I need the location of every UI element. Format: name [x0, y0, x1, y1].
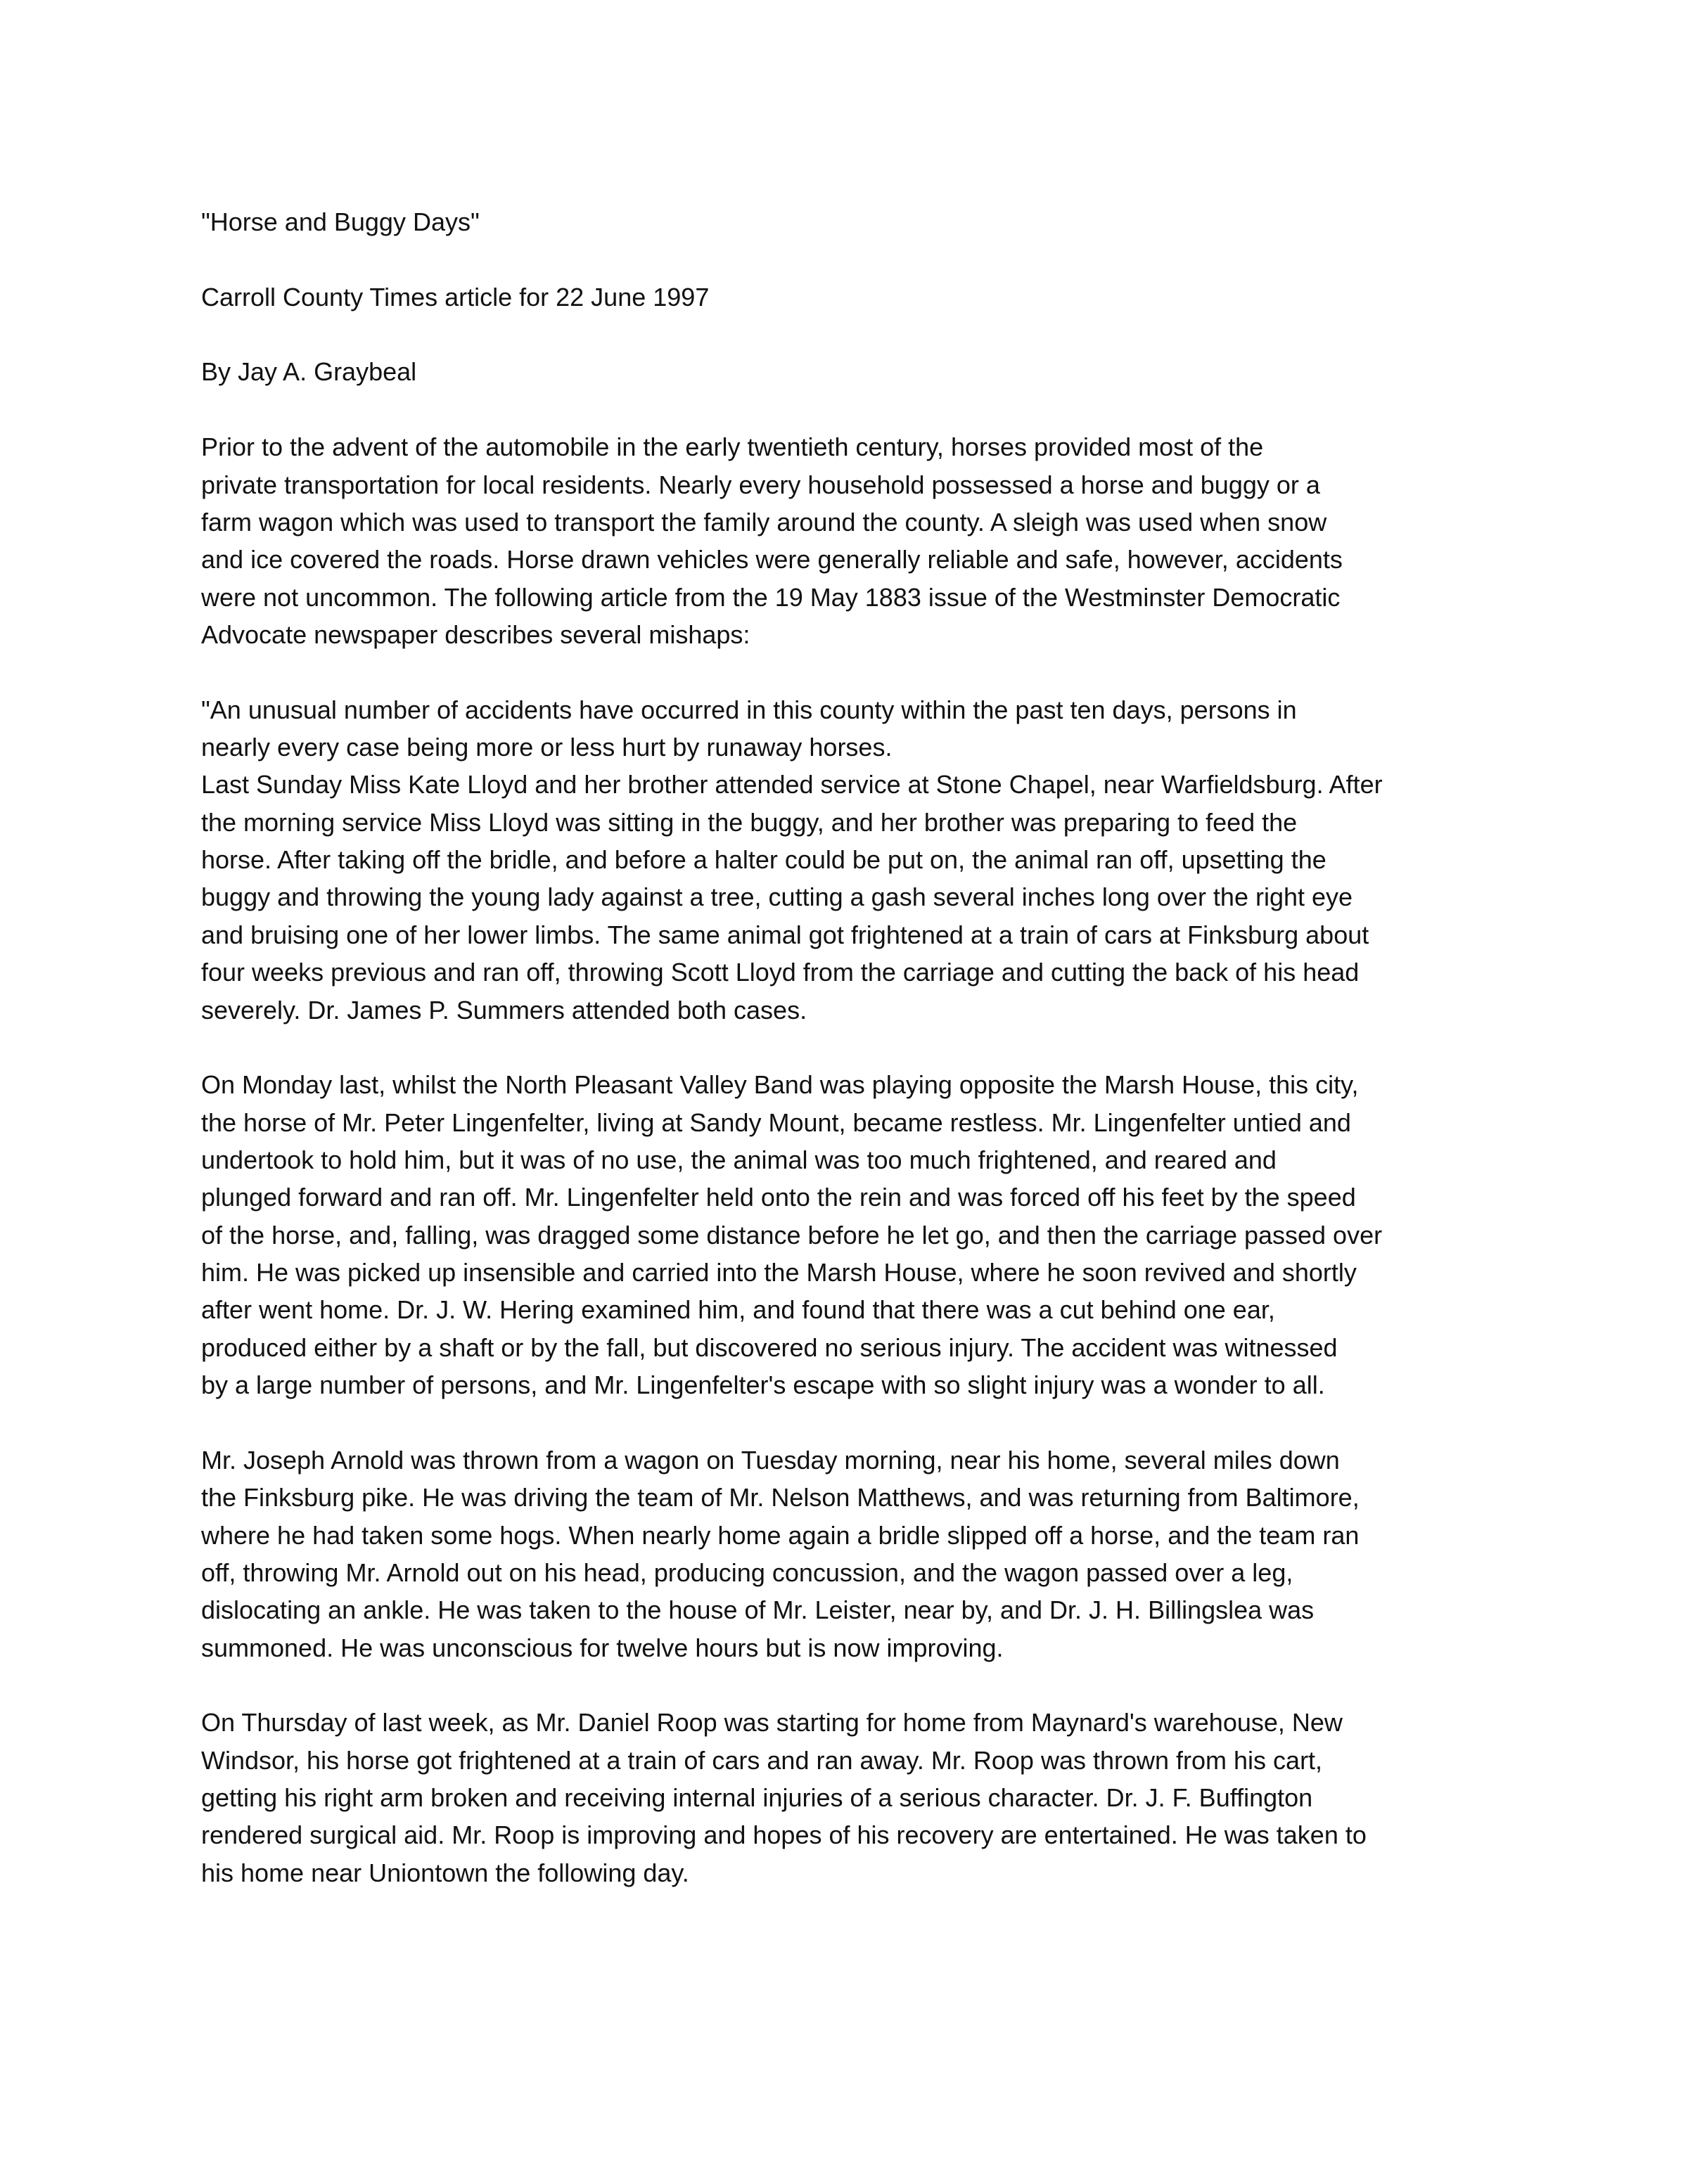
byline-text: By Jay A. Graybeal	[201, 357, 417, 387]
paragraph	[201, 1441, 1537, 1666]
paragraph-line: Mr. Joseph Arnold was thrown from a wagon on Tuesday morning, near his home, several miles down	[201, 1445, 1340, 1475]
paragraph-line: where he had taken some hogs. When nearly home again a bridle slipped off a horse, and the team ran	[201, 1520, 1360, 1550]
paragraph-line: buggy and throwing the young lady against a tree, cutting a gash several inches long over the right eye	[201, 882, 1353, 912]
paragraph-line: "An unusual number of accidents have occurred in this county within the past ten days, persons in	[201, 695, 1297, 724]
source-text: Carroll County Times article for 22 June 1997	[201, 282, 710, 311]
paragraph-line: produced either by a shaft or by the fall, but discovered no serious injury. The accident was witnessed	[201, 1332, 1338, 1362]
paragraph-line: of the horse, and, falling, was dragged some distance before he let go, and then the carriage passed over	[201, 1220, 1383, 1250]
article-byline	[201, 353, 1537, 390]
article-source	[201, 278, 1537, 316]
paragraph-line: On Thursday of last week, as Mr. Daniel Roop was starting for home from Maynard's warehouse, New	[201, 1708, 1343, 1737]
paragraph	[201, 691, 1537, 1029]
paragraph-line: severely. Dr. James P. Summers attended both cases.	[201, 995, 807, 1024]
paragraph-line: rendered surgical aid. Mr. Roop is improving and hopes of his recovery are entertained. He was taken to	[201, 1820, 1367, 1850]
article-title	[201, 203, 1537, 240]
title-text: "Horse and Buggy Days"	[201, 207, 480, 236]
paragraph-line: Advocate newspaper describes several mishaps:	[201, 619, 750, 649]
paragraph	[201, 1704, 1537, 1891]
paragraph-line: private transportation for local residents. Nearly every household possessed a horse and buggy or a	[201, 470, 1320, 499]
paragraph-line: getting his right arm broken and receiving internal injuries of a serious character. Dr. J. F. Buffington	[201, 1783, 1313, 1813]
paragraph-line: the morning service Miss Lloyd was sitting in the buggy, and her brother was preparing to feed the	[201, 807, 1298, 837]
paragraph-line: Windsor, his horse got frightened at a train of cars and ran away. Mr. Roop was thrown from his cart,	[201, 1745, 1323, 1775]
paragraph-line: were not uncommon. The following article from the 19 May 1883 issue of the Westminster Democratic	[201, 582, 1341, 612]
paragraph-line: Last Sunday Miss Kate Lloyd and her brother attended service at Stone Chapel, near Warfieldsburg. After	[201, 770, 1383, 799]
article-body	[201, 428, 1537, 1891]
paragraph-line: Prior to the advent of the automobile in the early twentieth century, horses provided most of the	[201, 432, 1264, 462]
paragraph-line: farm wagon which was used to transport the family around the county. A sleigh was used when snow	[201, 507, 1327, 537]
paragraph-line: On Monday last, whilst the North Pleasant Valley Band was playing opposite the Marsh House, this city,	[201, 1070, 1359, 1100]
paragraph-line: and ice covered the roads. Horse drawn vehicles were generally reliable and safe, however, accidents	[201, 545, 1343, 574]
paragraph	[201, 1066, 1537, 1403]
paragraph-line: four weeks previous and ran off, throwing Scott Lloyd from the carriage and cutting the back of his head	[201, 958, 1360, 987]
paragraph-line: after went home. Dr. J. W. Hering examined him, and found that there was a cut behind one ear,	[201, 1295, 1275, 1325]
paragraph-line: the Finksburg pike. He was driving the team of Mr. Nelson Matthews, and was returning from Baltimore,	[201, 1483, 1360, 1512]
paragraph-line: undertook to hold him, but it was of no use, the animal was too much frightened, and reared and	[201, 1145, 1277, 1174]
paragraph-line: dislocating an ankle. He was taken to the house of Mr. Leister, near by, and Dr. J. H. Billingslea was	[201, 1595, 1315, 1625]
paragraph-line: the horse of Mr. Peter Lingenfelter, living at Sandy Mount, became restless. Mr. Lingenfelter untied and	[201, 1107, 1351, 1137]
paragraph-line: nearly every case being more or less hurt by runaway horses.	[201, 733, 893, 762]
paragraph-line: plunged forward and ran off. Mr. Lingenfelter held onto the rein and was forced off his feet by the speed	[201, 1183, 1356, 1212]
paragraph	[201, 428, 1537, 653]
paragraph-line: by a large number of persons, and Mr. Lingenfelter's escape with so slight injury was a wonder to all.	[201, 1370, 1325, 1400]
paragraph-line: and bruising one of her lower limbs. The same animal got frightened at a train of cars at Finksburg about	[201, 920, 1369, 949]
paragraph-line: summoned. He was unconscious for twelve hours but is now improving.	[201, 1633, 1004, 1662]
paragraph-line: him. He was picked up insensible and carried into the Marsh House, where he soon revived and shortly	[201, 1258, 1357, 1287]
document-page	[201, 203, 1537, 1929]
paragraph-line: off, throwing Mr. Arnold out on his head, producing concussion, and the wagon passed over a leg,	[201, 1557, 1293, 1587]
paragraph-line: his home near Uniontown the following day.	[201, 1858, 689, 1887]
paragraph-line: horse. After taking off the bridle, and before a halter could be put on, the animal ran off, upsetting the	[201, 845, 1326, 875]
